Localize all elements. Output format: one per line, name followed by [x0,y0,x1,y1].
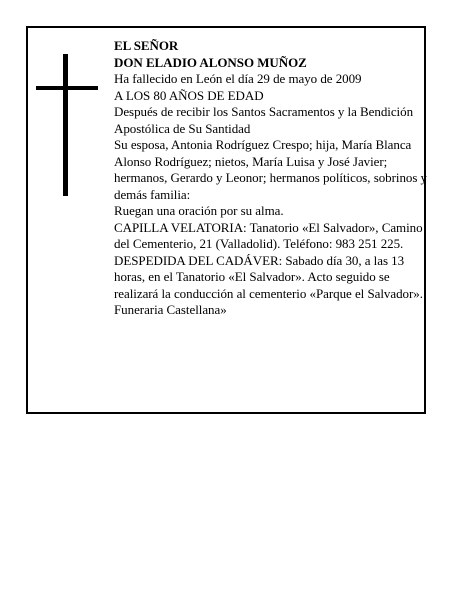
deceased-name: DON ELADIO ALONSO MUÑOZ [114,54,307,70]
family-paragraph: Su esposa, Antonia Rodríguez Crespo; hija, María Blanca Alonso Rodríguez; nietos, María Luisa y José Javier; hermanos, Gerardo y Leonor; hermanos políticos, sobrinos y demás familia: [114,137,428,202]
prayer-line: Ruegan una oración por su alma. [114,203,284,218]
funeral-home-line: Funeraria Castellana» [114,302,227,317]
latin-cross-icon [36,52,98,197]
sacraments-paragraph: Después de recibir los Santos Sacramentos y la Bendición Apostólica de Su Santidad [114,104,414,136]
cross-vertical-bar [63,54,68,196]
death-date-line: Ha fallecido en León el día 29 de mayo de 2009 [114,71,362,86]
chapel-paragraph: CAPILLA VELATORIA: Tanatorio «El Salvador», Camino del Cementerio, 21 (Valladolid). Teléfono: 983 251 225. [114,219,423,251]
farewell-paragraph: DESPEDIDA DEL CADÁVER: Sabado día 30, a las 13 horas, en el Tanatorio «El Salvador». Acto seguido se realizará la conducción al cementerio «Parque el Salvador». [114,252,423,301]
obituary-text [114,38,428,319]
notice-title: EL SEÑOR [114,38,179,53]
age-line: A LOS 80 AÑOS DE EDAD [114,87,264,103]
cross-horizontal-bar [36,86,98,90]
